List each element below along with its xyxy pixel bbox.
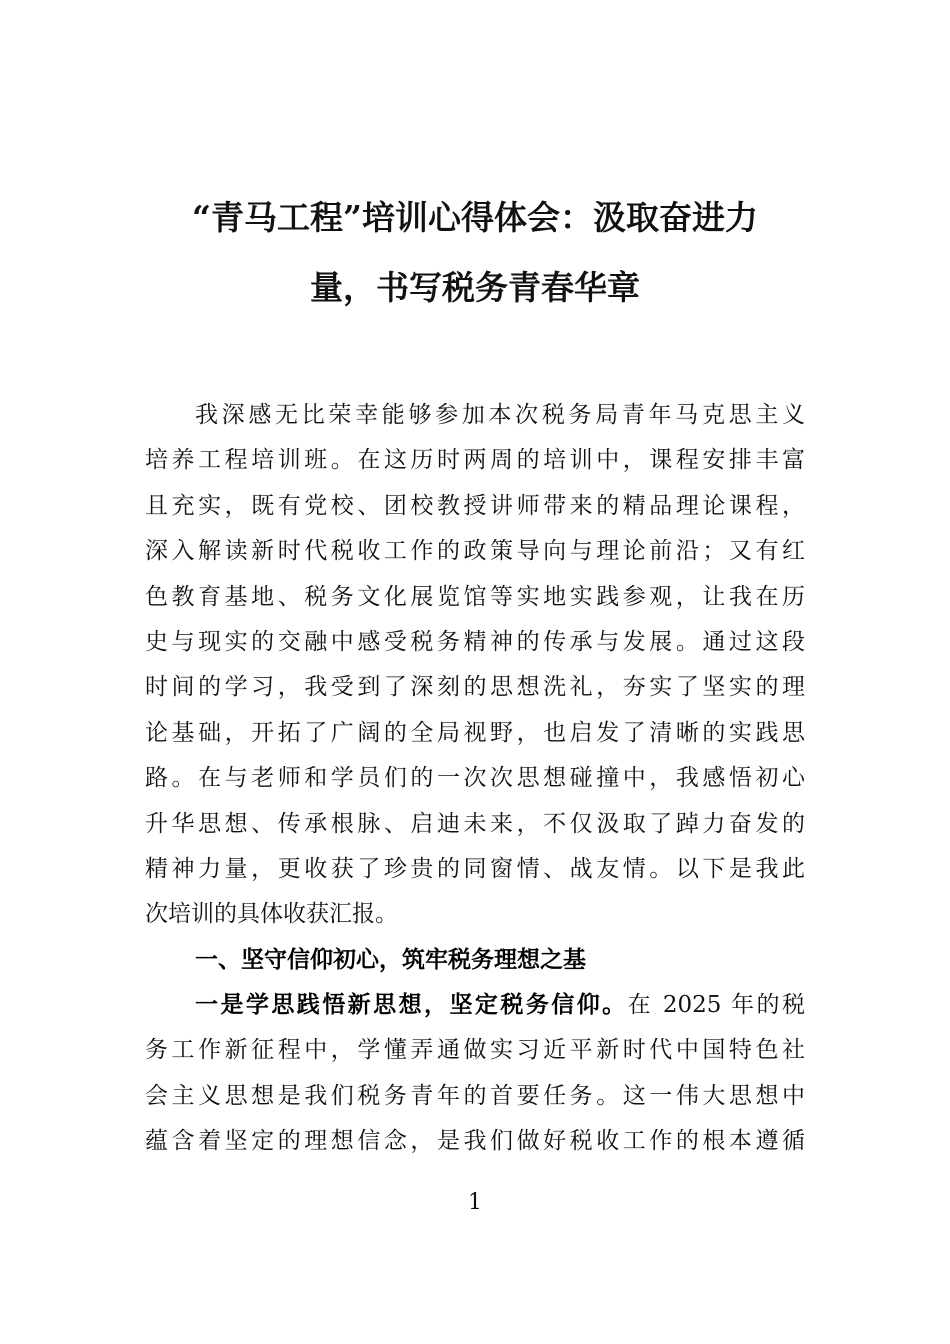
paragraph-section-1 bbox=[145, 987, 805, 1169]
paragraph-line: 论基础，开拓了广阔的全局视野，也启发了清晰的实践思 bbox=[145, 719, 805, 746]
paragraph-line: 色教育基地、税务文化展览馆等实地实践参观，让我在历 bbox=[145, 583, 805, 610]
paragraph-line: 精神力量，更收获了珍贵的同窗情、战友情。以下是我此 bbox=[145, 855, 805, 882]
paragraph-line: 升华思想、传承根脉、启迪未来，不仅汲取了踔力奋发的 bbox=[145, 810, 805, 837]
line-text: 在 2025 年的税 bbox=[627, 992, 806, 1019]
paragraph-line bbox=[145, 987, 805, 1032]
paragraph-line: 会主义思想是我们税务青年的首要任务。这一伟大思想中 bbox=[145, 1082, 805, 1109]
page-number: 1 bbox=[468, 1190, 482, 1215]
section-heading: 一、坚守信仰初心，筑牢税务理想之基 bbox=[195, 945, 586, 973]
document-title-line-2: 量，书写税务青春华章 bbox=[310, 268, 640, 307]
document-body bbox=[145, 397, 805, 1169]
paragraph-line: 路。在与老师和学员们的一次次思想碰撞中，我感悟初心 bbox=[145, 765, 805, 792]
paragraph-line: 次培训的具体收获汇报。 bbox=[145, 901, 398, 928]
paragraph-line: 务工作新征程中，学懂弄通做实习近平新时代中国特色社 bbox=[145, 1037, 805, 1064]
paragraph-line: 培养工程培训班。在这历时两周的培训中，课程安排丰富 bbox=[145, 447, 805, 474]
paragraph-intro bbox=[145, 397, 805, 942]
paragraph-line: 深入解读新时代税收工作的政策导向与理论前沿；又有红 bbox=[145, 538, 805, 565]
paragraph-line: 且充实，既有党校、团校教授讲师带来的精品理论课程， bbox=[145, 492, 805, 519]
paragraph-line: 蕴含着坚定的理想信念，是我们做好税收工作的根本遵循 bbox=[145, 1128, 805, 1155]
document-title-line-1: “青马工程”培训心得体会：汲取奋进力 bbox=[192, 198, 758, 237]
paragraph-line: 时间的学习，我受到了深刻的思想洗礼，夯实了坚实的理 bbox=[145, 674, 805, 701]
paragraph-line: 史与现实的交融中感受税务精神的传承与发展。通过这段 bbox=[145, 628, 805, 655]
paragraph-line: 我深感无比荣幸能够参加本次税务局青年马克思主义 bbox=[195, 402, 805, 428]
bold-lead-text: 一是学思践悟新思想，坚定税务信仰。 bbox=[195, 991, 628, 1019]
